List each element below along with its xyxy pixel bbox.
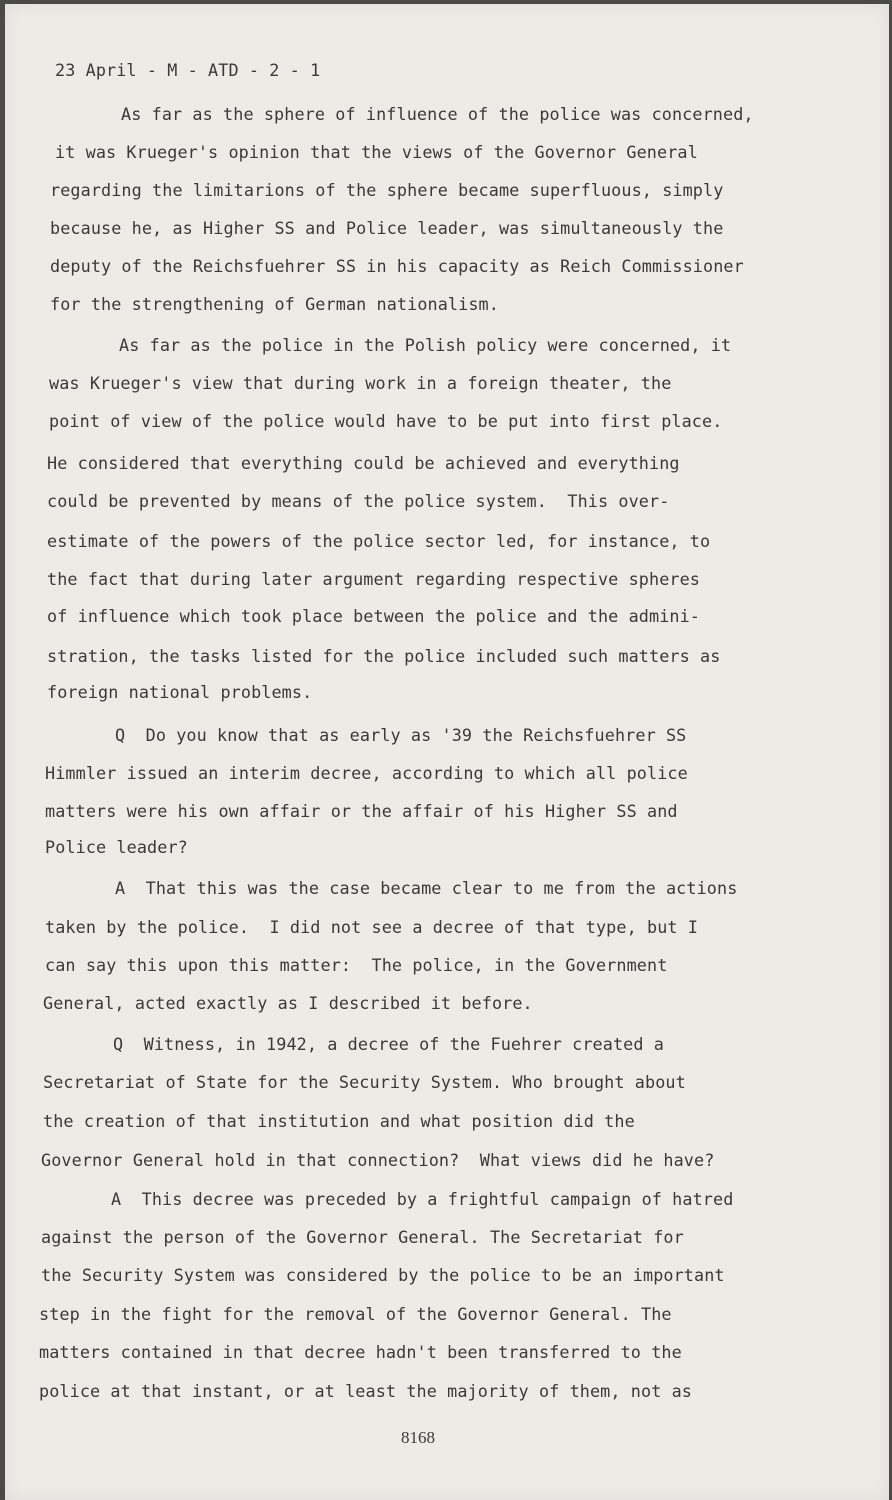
text-line: because he, as Higher SS and Police leader, was simultaneously the <box>50 218 724 238</box>
text-line: He considered that everything could be achieved and everything <box>47 453 680 473</box>
text-line: Q Do you know that as early as '39 the Reichsfuehrer SS <box>115 725 687 745</box>
text-line: taken by the police. I did not see a decree of that type, but I <box>45 917 699 937</box>
text-line: the fact that during later argument regarding respective spheres <box>47 569 701 589</box>
text-line: Police leader? <box>45 837 188 857</box>
text-line: Himmler issued an interim decree, according to which all police <box>45 763 688 783</box>
text-line: for the strengthening of German nationalism. <box>50 294 499 314</box>
text-line: stration, the tasks listed for the police included such matters as <box>47 646 721 666</box>
text-line: deputy of the Reichsfuehrer SS in his capacity as Reich Commissioner <box>50 256 744 276</box>
text-line: As far as the sphere of influence of the police was concerned, <box>121 104 754 124</box>
text-line: point of view of the police would have to be put into first place. <box>49 411 723 431</box>
text-line: matters were his own affair or the affair of his Higher SS and <box>45 801 678 821</box>
page-number: 8168 <box>401 1428 435 1447</box>
text-line: Governor General hold in that connection? What views did he have? <box>41 1150 715 1170</box>
text-line: the Security System was considered by the police to be an important <box>41 1265 725 1285</box>
text-line: A This decree was preceded by a frightful campaign of hatred <box>111 1189 734 1209</box>
text-line: Q Witness, in 1942, a decree of the Fuehrer created a <box>113 1034 664 1054</box>
document-page <box>5 4 889 1500</box>
text-line: General, acted exactly as I described it before. <box>43 993 533 1013</box>
text-line: matters contained in that decree hadn't been transferred to the <box>39 1342 682 1362</box>
text-line: can say this upon this matter: The police, in the Government <box>45 955 668 975</box>
text-line: could be prevented by means of the police system. This over- <box>47 491 670 511</box>
text-line: of influence which took place between the police and the admini- <box>47 606 701 626</box>
text-line: police at that instant, or at least the majority of them, not as <box>39 1381 693 1401</box>
text-line: estimate of the powers of the police sector led, for instance, to <box>47 531 711 551</box>
text-line: regarding the limitarions of the sphere became superfluous, simply <box>50 180 724 200</box>
text-line: Secretariat of State for the Security System. Who brought about <box>43 1072 686 1092</box>
text-line: the creation of that institution and what position did the <box>43 1111 635 1131</box>
text-line: step in the fight for the removal of the Governor General. The <box>39 1304 672 1324</box>
page-header: 23 April - M - ATD - 2 - 1 <box>55 60 321 80</box>
text-line: against the person of the Governor General. The Secretariat for <box>41 1227 684 1247</box>
text-line: A That this was the case became clear to me from the actions <box>115 878 738 898</box>
text-line: was Krueger's view that during work in a foreign theater, the <box>49 373 672 393</box>
text-line: As far as the police in the Polish policy were concerned, it <box>119 335 732 355</box>
text-line: it was Krueger's opinion that the views of the Governor General <box>55 142 698 162</box>
text-line: foreign national problems. <box>47 682 313 702</box>
